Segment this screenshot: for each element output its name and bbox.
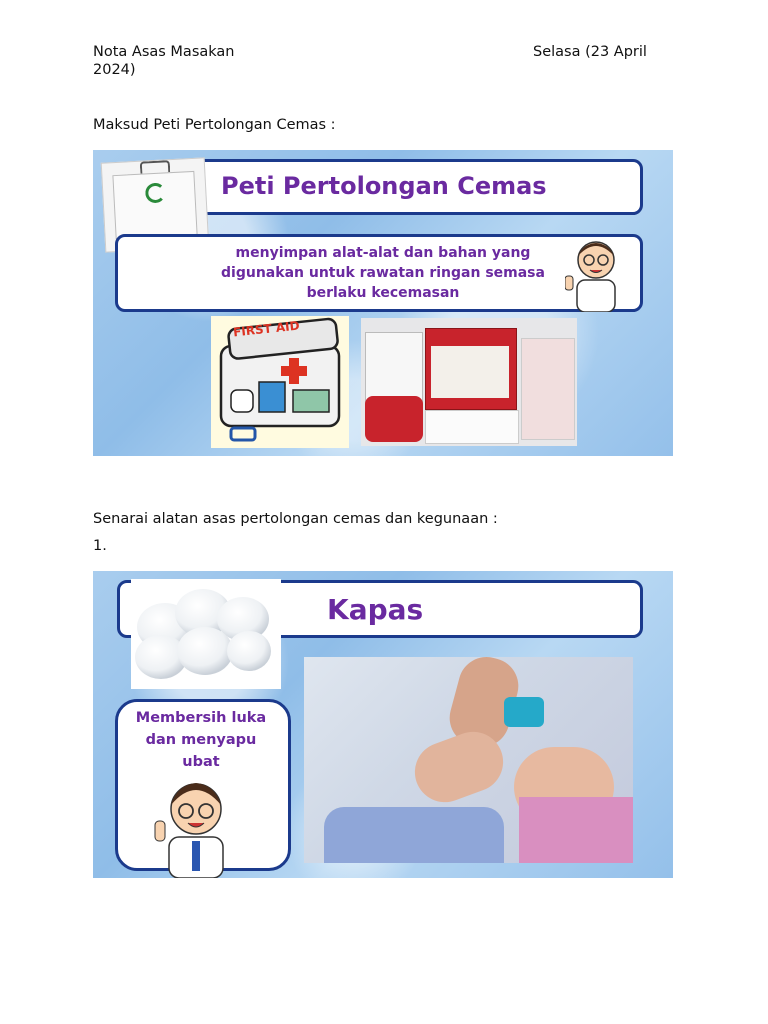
date-text: Selasa (23 April xyxy=(533,44,647,60)
cotton-use-photo xyxy=(304,657,633,863)
kapas-banner xyxy=(93,571,673,878)
doctor-character-image xyxy=(565,230,627,312)
section-heading-list: Senarai alatan asas pertolongan cemas dan kegunaan : xyxy=(93,511,498,527)
document-title: Nota Asas Masakan xyxy=(93,44,235,60)
banner-title: Kapas xyxy=(327,593,424,626)
first-aid-label: FIRST AID xyxy=(232,318,301,340)
usage-line: ubat xyxy=(182,754,220,770)
cotton-balls-image xyxy=(131,579,281,689)
usage-line: dan menyapu xyxy=(145,732,257,748)
usage-text xyxy=(123,707,279,773)
list-item-number: 1. xyxy=(93,538,107,554)
description-line: berlaku kecemasan xyxy=(306,285,460,301)
first-aid-kit-banner xyxy=(93,150,673,456)
doctor-character-image xyxy=(153,771,239,878)
banner-title: Peti Pertolongan Cemas xyxy=(221,172,547,200)
usage-line: Membersih luka xyxy=(135,710,267,726)
first-aid-cartoon-image xyxy=(211,316,349,448)
date-text-year: 2024) xyxy=(93,62,136,78)
banner-description xyxy=(153,243,613,303)
description-line: digunakan untuk rawatan ringan semasa xyxy=(221,265,545,281)
first-aid-kit-photo xyxy=(361,318,577,446)
description-line: menyimpan alat-alat dan bahan yang xyxy=(235,245,531,261)
section-heading-meaning: Maksud Peti Pertolongan Cemas : xyxy=(93,117,336,133)
